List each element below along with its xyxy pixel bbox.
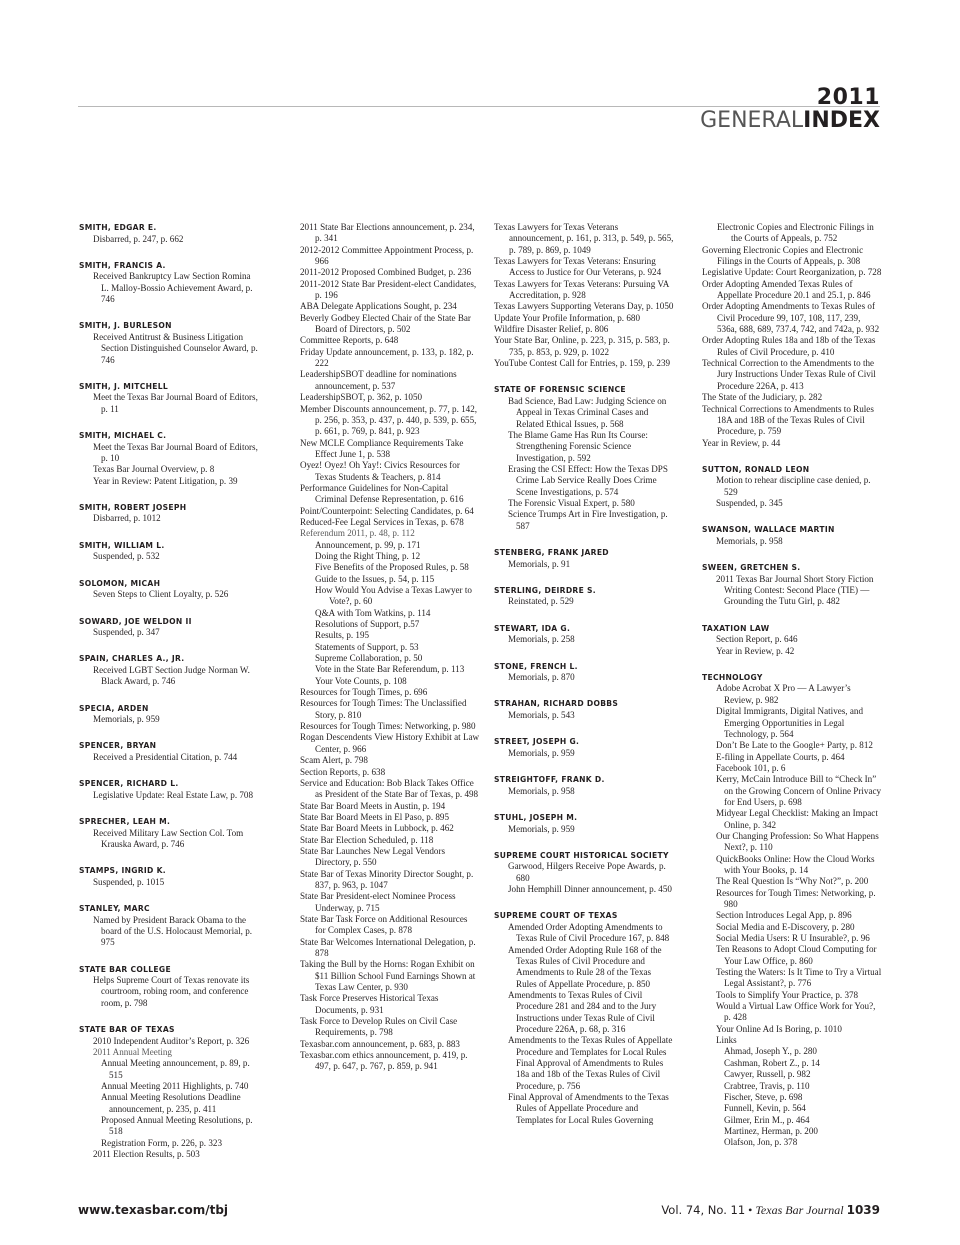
index-heading: STATE BAR COLLEGE <box>79 964 171 974</box>
index-entry: State Bar Election Scheduled, p. 118 <box>300 834 434 845</box>
index-entry: Memorials, p. 959 <box>508 747 575 758</box>
index-entry: Texas Lawyers for Texas Veterans announcement, p. 161, p. 313, p. 549, p. 565, p. 789, p. 869, p. 1049 <box>494 222 674 255</box>
index-heading: SWEEN, GRETCHEN S. <box>702 563 801 573</box>
index-subentry: Martinez, Herman, p. 200 <box>724 1125 818 1136</box>
index-subentry: Announcement, p. 99, p. 171 <box>315 539 421 550</box>
index-entry: Science Trumps Art in Fire Investigation, p. 587 <box>508 509 668 531</box>
index-entry: Suspended, p. 532 <box>93 551 160 562</box>
footer-citation <box>661 1203 880 1218</box>
index-entry: New MCLE Compliance Requirements Take Effect June 1, p. 538 <box>300 437 464 459</box>
index-subentry: How Would You Advise a Texas Lawyer to Vote?, p. 60 <box>315 585 472 607</box>
index-entry: State Bar Board Meets in Lubbock, p. 462 <box>300 823 454 834</box>
index-entry: Section Introduces Legal App, p. 896 <box>716 910 852 921</box>
index-subentry: Funnell, Kevin, p. 564 <box>724 1103 806 1114</box>
index-heading: SOLOMON, MICAH <box>79 578 161 588</box>
index-entry: Helps Supreme Court of Texas renovate its courtroom, robing room, and conference room, p. 798 <box>93 975 250 1008</box>
index-subentry: Ahmad, Joseph Y., p. 280 <box>724 1046 817 1057</box>
index-entry: Kerry, McCain Introduce Bill to “Check In” on the Growing Concern of Online Privacy for End Users, p. 698 <box>716 774 882 807</box>
header-rule <box>78 106 880 107</box>
index-entry: State Bar President-elect Nominee Process Underway, p. 715 <box>300 891 456 913</box>
index-entry: Don’t Be Late to the Google+ Party, p. 812 <box>716 740 873 751</box>
index-entry: Amendments to the Texas Rules of Appellate Procedure and Templates for Local Rules Final Approval of Amendments to Rules 18a and 18b of the Texas Rules of Civil Procedure, p. 756 <box>508 1035 673 1091</box>
index-entry: Year in Review, p. 44 <box>702 437 781 448</box>
index-heading: SUPREME COURT HISTORICAL SOCIETY <box>494 850 669 860</box>
index-entry: Texas Lawyers for Texas Veterans: Pursuing VA Accreditation, p. 928 <box>494 278 669 301</box>
index-heading: STERLING, DEIRDRE S. <box>494 585 596 595</box>
footer-bullet: • <box>748 1203 753 1217</box>
index-entry: The Blame Game Has Run Its Course: Strengthening Forensic Science Investigation, p. 592 <box>508 430 648 463</box>
index-entry: Referendum 2011, p. 48, p. 112 <box>300 528 415 539</box>
index-title-light: GENERAL <box>700 108 804 133</box>
index-entry: Garwood, Hilgers Receive Pope Awards, p. 680 <box>508 861 666 883</box>
index-heading: STREET, JOSEPH G. <box>494 737 580 747</box>
index-entry: Technical Correction to the Amendments to the Jury Instructions Under Texas Rule of Civil Procedure 226A, p. 413 <box>702 358 876 391</box>
index-entry: Resources for Tough Times: The Unclassified Story, p. 810 <box>300 698 467 720</box>
index-subentry: Cawyer, Russell, p. 982 <box>724 1069 811 1080</box>
index-entry: Your State Bar, Online, p. 223, p. 315, p. 583, p. 735, p. 853, p. 929, p. 1022 <box>494 335 670 357</box>
index-entry: Wildfire Disaster Relief, p. 806 <box>494 324 609 335</box>
index-heading: SPENCER, BRYAN <box>79 741 157 751</box>
index-entry: Texas Bar Journal Overview, p. 8 <box>93 464 215 475</box>
index-entry: Received Bankruptcy Law Section Romina L. Malloy-Bossio Achievement Award, p. 746 <box>93 271 253 305</box>
index-entry: Oyez! Oyez! Oh Yay!: Civics Resources for Texas Students & Teachers, p. 814 <box>300 460 460 482</box>
index-entry: Suspended, p. 347 <box>93 627 160 637</box>
index-title <box>700 108 880 133</box>
footer-journal: Texas Bar Journal <box>755 1203 844 1217</box>
index-entry: Amended Order Adopting Rule 168 of the Texas Rules of Civil Procedure and Amendments to Rule 28 of the Texas Rules of Appellate Procedure, p. 850 <box>508 944 662 989</box>
index-year: 2011 <box>816 85 880 110</box>
index-entry: QuickBooks Online: How the Cloud Works with Your Books, p. 14 <box>716 853 875 875</box>
index-entry: Governing Electronic Copies and Electronic Filings in the Courts of Appeals, p. 308 <box>702 244 864 267</box>
index-heading: SMITH, FRANCIS A. <box>79 260 166 270</box>
index-subentry: Registration Form, p. 226, p. 323 <box>101 1137 222 1148</box>
index-entry: Tools to Simplify Your Practice, p. 378 <box>716 989 859 1000</box>
index-entry: LeadershipSBOT deadline for nominations announcement, p. 537 <box>300 369 457 391</box>
index-entry: Motion to rehear discipline case denied, p. 529 <box>716 475 871 497</box>
index-entry: Member Discounts announcement, p. 77, p. 142, p. 256, p. 353, p. 437, p. 440, p. 539, p. 655, p. 661, p. 769, p. 841, p. 923 <box>300 403 478 437</box>
index-entry: 2012-2012 Committee Appointment Process, p. 966 <box>300 244 474 267</box>
index-entry: Taking the Bull by the Horns: Rogan Exhibit on $11 Billion School Fund Earnings Shown at Texas Law Center, p. 930 <box>300 959 476 993</box>
index-entry: Texasbar.com announcement, p. 683, p. 883 <box>300 1038 460 1049</box>
footer-volume: Vol. 74, No. 11 <box>661 1203 746 1217</box>
index-heading: SPECIA, ARDEN <box>79 703 149 713</box>
index-entry: Reduced-Fee Legal Services in Texas, p. 678 <box>300 516 464 527</box>
index-heading: SPAIN, CHARLES A., JR. <box>79 654 185 664</box>
index-entry: Named by President Barack Obama to the board of the U.S. Holocaust Memorial, p. 975 <box>93 914 253 948</box>
index-subentry: Doing the Right Thing, p. 12 <box>315 550 421 561</box>
index-heading: STRAHAN, RICHARD DOBBS <box>494 699 619 709</box>
index-entry: Legislative Update: Court Reorganization, p. 728 <box>702 267 882 278</box>
index-subentry: Your Vote Counts, p. 108 <box>315 675 407 686</box>
index-heading: SMITH, EDGAR E. <box>79 223 157 232</box>
index-heading: SPENCER, RICHARD L. <box>79 779 179 789</box>
footer-url[interactable]: www.texasbar.com/tbj <box>78 1203 229 1217</box>
index-entry: Links <box>716 1035 737 1046</box>
index-entry: Memorials, p. 543 <box>508 709 575 720</box>
index-entry: 2011 Annual Meeting <box>93 1047 172 1057</box>
index-entry: 2011 Texas Bar Journal Short Story Fiction Writing Contest: Second Place (TIE) — Grounding the Tutu Girl, p. 482 <box>716 573 874 607</box>
index-entry: Your Online Ad Is Boring, p. 1010 <box>716 1023 842 1034</box>
index-entry: 2010 Independent Auditor’s Report, p. 326 <box>93 1035 250 1046</box>
index-entry: Texas Lawyers Supporting Veterans Day, p. 1050 <box>494 301 674 312</box>
index-entry: Received LGBT Section Judge Norman W. Black Award, p. 746 <box>93 664 250 687</box>
index-heading: STATE OF FORENSIC SCIENCE <box>494 385 626 395</box>
index-entry: Section Reports, p. 638 <box>300 766 386 777</box>
index-entry: Resources for Tough Times, p. 696 <box>300 687 428 698</box>
index-entry: Memorials, p. 959 <box>508 823 575 834</box>
index-subentry: Electronic Copies and Electronic Filings in the Courts of Appeals, p. 752 <box>717 222 874 244</box>
index-entry: State Bar Welcomes International Delegation, p. 878 <box>300 936 476 958</box>
index-entry: Would a Virtual Law Office Work for You?, p. 428 <box>716 1001 876 1023</box>
index-subentry: Gilmer, Erin M., p. 464 <box>724 1114 810 1125</box>
index-subentry: Olafson, Jon, p. 378 <box>724 1137 798 1148</box>
index-subentry: Resolutions of Support, p.57 <box>315 619 420 630</box>
index-entry: Facebook 101, p. 6 <box>716 762 786 773</box>
index-heading: SMITH, MICHAEL C. <box>79 431 167 441</box>
index-entry: Testing the Waters: Is It Time to Try a Virtual Legal Assistant?, p. 776 <box>716 967 882 989</box>
index-heading: STATE BAR OF TEXAS <box>79 1025 175 1035</box>
index-entry: E-filing in Appellate Courts, p. 464 <box>716 751 845 762</box>
index-subentry: Fischer, Steve, p. 698 <box>724 1091 803 1102</box>
index-entry: Task Force Preserves Historical Texas Documents, p. 931 <box>300 993 439 1015</box>
index-entry: Adobe Acrobat X Pro — A Lawyer’s Review, p. 982 <box>716 683 851 705</box>
index-entry: Social Media Users: R U Insurable?, p. 96 <box>716 933 870 944</box>
index-title-bold: INDEX <box>803 108 880 133</box>
index-entry: Memorials, p. 258 <box>508 634 575 645</box>
index-entry: Update Your Profile Information, p. 680 <box>494 312 640 323</box>
index-entry: Suspended, p. 345 <box>716 498 783 509</box>
index-heading: SMITH, ROBERT JOSEPH <box>79 502 187 512</box>
index-entry: The State of the Judiciary, p. 282 <box>702 392 823 403</box>
index-heading: SWANSON, WALLACE MARTIN <box>702 525 835 535</box>
index-entry: Memorials, p. 959 <box>93 714 160 725</box>
index-entry: Rogan Descendents View History Exhibit at Law Center, p. 966 <box>300 732 480 754</box>
index-entry: Memorials, p. 958 <box>508 785 575 796</box>
index-column-3 <box>494 222 674 1126</box>
index-entry: Friday Update announcement, p. 133, p. 182, p. 222 <box>300 346 474 369</box>
index-entry: Meet the Texas Bar Journal Board of Editors, p. 10 <box>93 441 258 463</box>
index-subentry: Guide to the Issues, p. 54, p. 115 <box>315 573 435 584</box>
index-heading: SUTTON, RONALD LEON <box>702 464 810 474</box>
index-entry: Performance Guidelines for Non-Capital Criminal Defense Representation, p. 616 <box>300 482 464 505</box>
index-entry: Ten Reasons to Adopt Cloud Computing for Your Law Office, p. 860 <box>716 944 877 966</box>
index-subentry: Annual Meeting Resolutions Deadline announcement, p. 235, p. 411 <box>101 1092 241 1114</box>
index-entry: Received a Presidential Citation, p. 744 <box>93 751 238 762</box>
index-subentry: Vote in the State Bar Referendum, p. 113 <box>315 664 465 675</box>
index-subentry: Annual Meeting announcement, p. 89, p. 515 <box>101 1058 250 1080</box>
index-entry: Texas Lawyers for Texas Veterans: Ensuring Access to Justice for Our Veterans, p. 924 <box>494 256 662 278</box>
index-entry: Order Adopting Rules 18a and 18b of the Texas Rules of Civil Procedure, p. 410 <box>702 335 876 357</box>
index-entry: State Bar Task Force on Additional Resources for Complex Cases, p. 878 <box>300 913 468 936</box>
index-entry: Section Report, p. 646 <box>716 634 798 645</box>
index-subentry: Statements of Support, p. 53 <box>315 641 419 652</box>
index-entry: Year in Review, p. 42 <box>716 645 795 656</box>
index-heading: TAXATION LAW <box>702 623 770 633</box>
index-entry: Memorials, p. 958 <box>716 535 783 546</box>
index-entry: Legislative Update: Real Estate Law, p. 708 <box>93 789 254 800</box>
index-entry: Social Media and E-Discovery, p. 280 <box>716 921 855 932</box>
index-entry: Received Military Law Section Col. Tom Krauska Award, p. 746 <box>93 827 244 849</box>
index-entry: LeadershipSBOT, p. 362, p. 1050 <box>300 392 423 403</box>
index-entry: Erasing the CSI Effect: How the Texas DPS Crime Lab Service Really Does Crime Scene Investigations, p. 574 <box>508 464 668 497</box>
index-entry: Technical Corrections to Amendments to Rules 18A and 18B of the Texas Rules of Civil Procedure, p. 759 <box>702 403 874 437</box>
index-entry: The Forensic Visual Expert, p. 580 <box>508 498 635 509</box>
index-heading: STUHL, JOSEPH M. <box>494 813 578 822</box>
index-heading: STANLEY, MARC <box>79 904 150 914</box>
index-entry: State Bar Launches New Legal Vendors Directory, p. 550 <box>300 845 446 868</box>
index-heading: STEWART, IDA G. <box>494 623 571 633</box>
index-entry: Amended Order Adopting Amendments to Texas Rule of Civil Procedure 167, p. 848 <box>508 921 670 944</box>
index-entry: 2011 State Bar Elections announcement, p. 234, p. 341 <box>300 222 475 244</box>
index-entry: Committee Reports, p. 648 <box>300 335 399 346</box>
index-subentry: Cashman, Robert Z., p. 14 <box>724 1057 820 1068</box>
index-entry: Beverly Godbey Elected Chair of the State Bar Board of Directors, p. 502 <box>300 312 471 335</box>
index-heading: SUPREME COURT OF TEXAS <box>494 911 618 921</box>
index-entry: Suspended, p. 1015 <box>93 876 165 887</box>
index-entry: Point/Counterpoint: Selecting Candidates, p. 64 <box>300 505 474 516</box>
index-column-4 <box>702 222 882 1149</box>
index-entry: State Bar of Texas Minority Director Sought, p. 837, p. 963, p. 1047 <box>300 868 474 890</box>
index-entry: Meet the Texas Bar Journal Board of Editors, p. 11 <box>93 392 258 414</box>
index-subentry: Results, p. 195 <box>315 630 370 641</box>
index-entry: State Bar Board Meets in Austin, p. 194 <box>300 800 446 811</box>
index-entry: Memorials, p. 91 <box>508 558 571 569</box>
index-subentry: Proposed Annual Meeting Resolutions, p. 518 <box>101 1115 253 1137</box>
index-entry: Midyear Legal Checklist: Making an Impact Online, p. 342 <box>716 808 878 830</box>
index-entry: Seven Steps to Client Loyalty, p. 526 <box>93 589 229 600</box>
index-heading: SMITH, J. BURLESON <box>79 321 172 331</box>
index-entry: Order Adopting Amendments to Texas Rules of Civil Procedure 99, 107, 108, 117, 239, 536a, 688, 689, 737.4, 742, and 742a, p. 932 <box>702 301 880 335</box>
index-heading: SMITH, WILLIAM L. <box>79 540 165 550</box>
index-entry: Order Adopting Amended Texas Rules of Appellate Procedure 20.1 and 25.1, p. 846 <box>702 278 871 301</box>
index-entry: Our Changing Profession: So What Happens Next?, p. 110 <box>716 830 879 853</box>
index-entry: Scam Alert, p. 798 <box>300 755 368 766</box>
index-entry: Reinstated, p. 529 <box>508 596 574 607</box>
index-column-2 <box>300 222 480 1073</box>
index-subentry: Crabtree, Travis, p. 110 <box>724 1080 810 1091</box>
index-entry: Task Force to Develop Rules on Civil Case Requirements, p. 798 <box>300 1016 458 1038</box>
index-column-1 <box>79 222 259 1160</box>
index-entry: Received Antitrust & Business Litigation Section Distinguished Counselor Award, p. 746 <box>93 331 258 365</box>
index-entry: State Bar Board Meets in El Paso, p. 895 <box>300 811 450 822</box>
index-entry: Amendments to Texas Rules of Civil Procedure 281 and 284 and to the Jury Instructions under Texas Rule of Civil Procedure 226A, p. 68, p. 316 <box>508 989 657 1034</box>
index-entry: Disbarred, p. 1012 <box>93 513 161 524</box>
index-subentry: Supreme Collaboration, p. 50 <box>315 653 423 664</box>
index-heading: SOWARD, JOE WELDON II <box>79 616 192 626</box>
index-heading: TECHNOLOGY <box>702 672 763 682</box>
index-entry: Disbarred, p. 247, p. 662 <box>93 233 184 244</box>
footer-page-number: 1039 <box>846 1203 880 1217</box>
index-entry: Service and Education: Bob Black Takes Office as President of the State Bar of Texas, p. 498 <box>300 777 479 800</box>
index-entry: John Hemphill Dinner announcement, p. 450 <box>508 884 672 895</box>
index-entry: YouTube Contest Call for Entries, p. 159, p. 239 <box>494 358 671 369</box>
index-heading: SMITH, J. MITCHELL <box>79 381 169 391</box>
index-entry: Texasbar.com ethics announcement, p. 419, p. 497, p. 647, p. 767, p. 859, p. 941 <box>300 1050 468 1072</box>
index-heading: STONE, FRENCH L. <box>494 661 578 671</box>
index-entry: 2011-2012 Proposed Combined Budget, p. 236 <box>300 267 472 278</box>
index-entry: Resources for Tough Times: Networking, p. 980 <box>300 721 476 732</box>
index-entry: ABA Delegate Applications Sought, p. 234 <box>300 301 457 312</box>
index-subentry: Q&A with Tom Watkins, p. 114 <box>315 607 431 618</box>
index-entry: Year in Review: Patent Litigation, p. 39 <box>93 475 238 486</box>
index-heading: SPRECHER, LEAH M. <box>79 817 171 827</box>
index-heading: STAMPS, INGRID K. <box>79 866 166 876</box>
index-entry: Final Approval of Amendments to the Texas Rules of Appellate Procedure and Templates for Local Rules Governing <box>508 1092 669 1125</box>
index-subentry: Five Benefits of the Proposed Rules, p. 58 <box>315 562 469 573</box>
index-heading: STREIGHTOFF, FRANK D. <box>494 775 605 785</box>
index-subentry: Annual Meeting 2011 Highlights, p. 740 <box>101 1081 249 1092</box>
index-entry: Resources for Tough Times: Networking, p. 980 <box>716 887 876 909</box>
index-entry: 2011-2012 State Bar President-elect Candidates, p. 196 <box>300 278 477 301</box>
index-entry: Bad Science, Bad Law: Judging Science on Appeal in Texas Criminal Cases and Related Ethical Issues, p. 568 <box>508 395 667 429</box>
index-entry: 2011 Election Results, p. 503 <box>93 1149 200 1160</box>
index-entry: Memorials, p. 870 <box>508 672 575 683</box>
index-heading: STENBERG, FRANK JARED <box>494 548 609 558</box>
index-entry: Digital Immigrants, Digital Natives, and Emerging Opportunities in Legal Technology, p. 564 <box>716 706 863 739</box>
index-entry: The Real Question Is “Why Not?”, p. 200 <box>716 876 869 887</box>
